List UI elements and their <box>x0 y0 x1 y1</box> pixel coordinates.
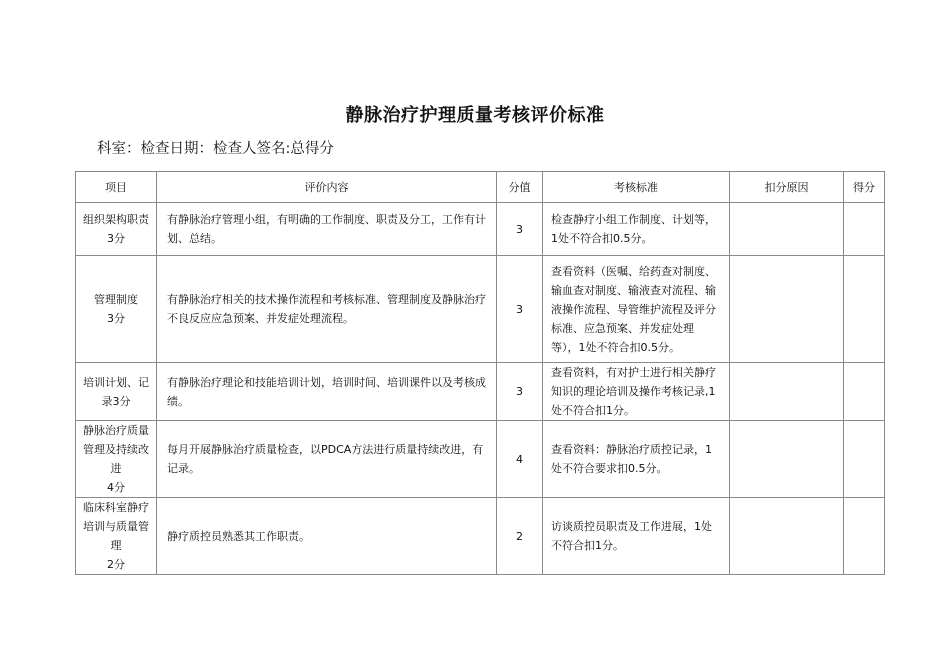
table-row <box>76 363 885 421</box>
row-score: 4 <box>497 421 543 498</box>
row-item: 管理制度 3分 <box>76 256 157 363</box>
document-title: 静脉治疗护理质量考核评价标准 <box>345 105 605 126</box>
table-header-row <box>76 172 885 203</box>
row-standard: 查看资料（医嘱、给药查对制度、输血查对制度、输液查对流程、输液操作流程、导管维护流程及评分标准、应急预案、并发症处理等），1处不符合扣0.5分。 <box>543 256 730 363</box>
row-score: 3 <box>497 203 543 256</box>
row-points <box>844 363 885 421</box>
header-content: 评价内容 <box>157 172 497 203</box>
row-deduction-reason <box>730 203 844 256</box>
row-item: 组织架构职责 3分 <box>76 203 157 256</box>
table-row <box>76 256 885 363</box>
row-points <box>844 203 885 256</box>
header-points: 得分 <box>844 172 885 203</box>
header-standard: 考核标准 <box>543 172 730 203</box>
row-content: 有静脉治疗理论和技能培训计划，培训时间、培训课件以及考核成绩。 <box>157 363 497 421</box>
row-standard: 检查静疗小组工作制度、计划等，1处不符合扣0.5分。 <box>543 203 730 256</box>
header-info-line: 科室：检查日期：检查人签名:总得分 <box>97 141 334 157</box>
row-score: 3 <box>497 256 543 363</box>
row-item: 临床科室静疗培训与质量管理 2分 <box>76 498 157 575</box>
row-content: 有静脉治疗相关的技术操作流程和考核标准、管理制度及静脉治疗不良反应应急预案、并发症处理流程。 <box>157 256 497 363</box>
row-points <box>844 256 885 363</box>
row-points <box>844 498 885 575</box>
row-score: 2 <box>497 498 543 575</box>
row-points <box>844 421 885 498</box>
row-standard: 查看资料，有对护士进行相关静疗知识的理论培训及操作考核记录,1处不符合扣1分。 <box>543 363 730 421</box>
row-deduction-reason <box>730 421 844 498</box>
row-deduction-reason <box>730 498 844 575</box>
row-deduction-reason <box>730 363 844 421</box>
header-score: 分值 <box>497 172 543 203</box>
row-score: 3 <box>497 363 543 421</box>
table-row <box>76 498 885 575</box>
table-row <box>76 203 885 256</box>
header-deduction-reason: 扣分原因 <box>730 172 844 203</box>
row-content: 每月开展静脉治疗质量检查，以PDCA方法进行质量持续改进，有记录。 <box>157 421 497 498</box>
row-content: 静疗质控员熟悉其工作职责。 <box>157 498 497 575</box>
row-standard: 访谈质控员职责及工作进展，1处不符合扣1分。 <box>543 498 730 575</box>
row-standard: 查看资料：静脉治疗质控记录，1处不符合要求扣0.5分。 <box>543 421 730 498</box>
row-content: 有静脉治疗管理小组，有明确的工作制度、职责及分工，工作有计划、总结。 <box>157 203 497 256</box>
table-row <box>76 421 885 498</box>
row-item: 静脉治疗质量管理及持续改进 4分 <box>76 421 157 498</box>
row-deduction-reason <box>730 256 844 363</box>
header-item: 项目 <box>76 172 157 203</box>
row-item: 培训计划、记录3分 <box>76 363 157 421</box>
evaluation-table <box>75 171 885 575</box>
